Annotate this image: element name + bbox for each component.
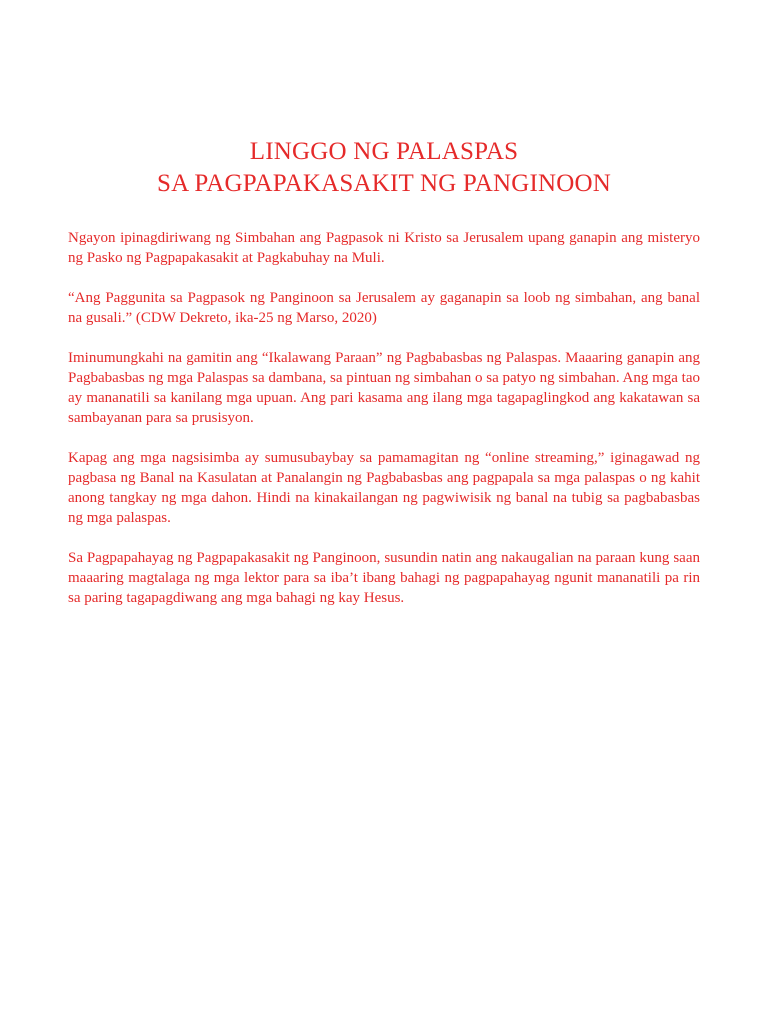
title-line-2: SA PAGPAPAKASAKIT NG PANGINOON xyxy=(156,170,612,197)
document-body xyxy=(68,228,700,628)
paragraph-1: Ngayon ipinagdiriwang ng Simbahan ang Pagpasok ni Kristo sa Jerusalem upang ganapin ang misteryo ng Pasko ng Pagpapakasakit at Pagkabuhay na Muli. xyxy=(68,230,700,266)
paragraph-5: Sa Pagpapahayag ng Pagpapakasakit ng Panginoon, susundin natin ang nakaugalian na paraan kung saan maaaring magtalaga ng mga lektor para sa iba’t ibang bahagi ng pagpapahayag ngunit mananatili pa rin sa paring tagapagdiwang ang mga bahagi ng kay Hesus. xyxy=(68,550,700,606)
document-title xyxy=(0,136,768,200)
paragraph-4: Kapag ang mga nagsisimba ay sumusubaybay sa pamamagitan ng “online streaming,” iginagawad ng pagbasa ng Banal na Kasulatan at Panalangin ng Pagbabasbas ang pagpapala sa mga palaspas o ng kahit anong tangkay ng mga dahon. Hindi na kinakailangan ng pagwiwisik ng banal na tubig sa pagbabasbas ng mga palaspas. xyxy=(68,450,700,526)
paragraph-2: “Ang Paggunita sa Pagpasok ng Panginoon sa Jerusalem ay gaganapin sa loob ng simbahan, ang banal na gusali.” (CDW Dekreto, ika-25 ng Marso, 2020) xyxy=(68,290,700,326)
paragraph-3: Iminumungkahi na gamitin ang “Ikalawang Paraan” ng Pagbabasbas ng Palaspas. Maaaring ganapin ang Pagbabasbas ng mga Palaspas sa dambana, sa pintuan ng simbahan o sa patyo ng simbahan. Ang mga tao ay mananatili sa kanilang mga upuan. Ang pari kasama ang ilang mga tagapaglingkod ang kakatawan sa sambayanan para sa prusisyon. xyxy=(68,350,700,426)
title-line-1: LINGGO NG PALASPAS xyxy=(249,138,519,165)
